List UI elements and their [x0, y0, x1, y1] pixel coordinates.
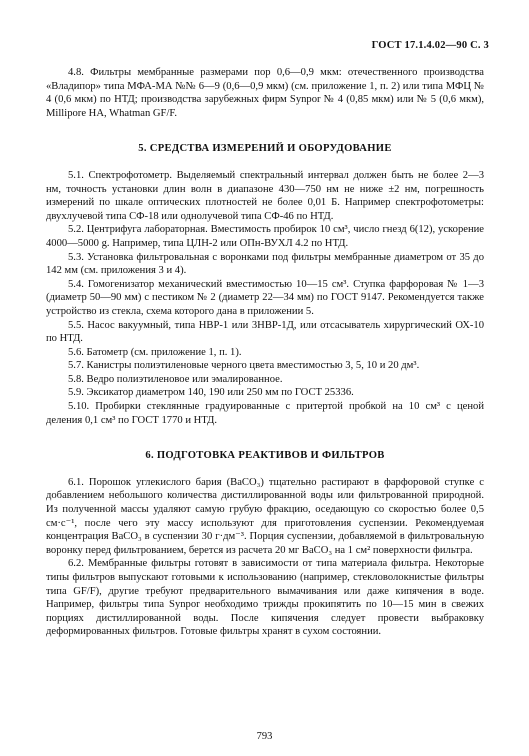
paragraph-5-7: 5.7. Канистры полиэтиленовые черного цвета вместимостью 3, 5, 10 и 20 дм³.	[68, 360, 420, 372]
paragraph-5-3: 5.3. Установка фильтровальная с воронками под фильтры мембранные диаметром от 35 до 142 мм (см. приложения 3 и 4).	[46, 251, 484, 277]
section-5-title: 5. СРЕДСТВА ИЗМЕРЕНИЙ И ОБОРУДОВАНИЕ	[138, 143, 392, 155]
page-header: ГОСТ 17.1.4.02—90 С. 3	[371, 40, 489, 51]
paragraph-5-1: 5.1. Спектрофотометр. Выделяемый спектральный интервал должен быть не более 2—3 нм, точность установки длин волн в диапазоне 430—750 нм не ниже ±2 нм, погрешность измерений по шкале оптических плотностей не более 0,01 Б. Например спектрофотометры: двухлучевой типа СФ-18 или однолучевой типа СФ-46 по НТД.	[46, 169, 484, 222]
paragraph-5-8: 5.8. Ведро полиэтиленовое или эмалированное.	[68, 373, 283, 385]
paragraph-5-2: 5.2. Центрифуга лабораторная. Вместимость пробирок 10 см³, число гнезд 6(12), ускорение 4000—5000 g. Например, типа ЦЛН-2 или ОПн-ВУХЛ 4.2 по НТД.	[46, 224, 484, 249]
paragraph-5-4: 5.4. Гомогенизатор механический вместимостью 10—15 см³. Ступка фарфоровая № 1—3 (диаметр 50—90 мм) с пестиком № 2 (диаметр 22—34 мм) по ГОСТ 9147. Рекомендуется также устройство из стекла, схема которого дана в приложении 5.	[46, 278, 484, 317]
paragraph-4-8: 4.8. Фильтры мембранные размерами пор 0,6—0,9 мкм: отечественного производства «Владипор» типа МФА-МА №№ 6—9 (0,6—0,9 мкм) (см. приложение 1, п. 2) или типа МФЦ № 4 (0,6 мкм) по НТД; производства зарубежных фирм Synpor № 4 (0,85 мкм) или № 5 (0,6 мкм), Millipore HA, Whatman GF/F.	[46, 67, 484, 119]
paragraph-6-2: 6.2. Мембранные фильтры готовят в зависимости от типа материала фильтра. Некоторые типы фильтров выпускают готовыми к использованию (например, стекловолокнистые фильтры типа GF/F), другие требуют предварительного вымачивания или даже кипячения в воде. Например, фильтры типа Synpor необходимо трижды прокипятить по 10—15 мин в свежих порциях дистиллированной воды. После кипячения следует провести выбраковку деформированных фильтров. Готовые фильтры хранят в сухом состоянии.	[46, 558, 484, 638]
paragraph-5-6: 5.6. Батометр (см. приложение 1, п. 1).	[68, 346, 242, 358]
paragraph-5-10: 5.10. Пробирки стеклянные градуированные с притертой пробкой на 10 см³ с ценой деления 0,1 см³ по ГОСТ 1770 и НТД.	[46, 401, 484, 426]
section-6-title: 6. ПОДГОТОВКА РЕАКТИВОВ И ФИЛЬТРОВ	[145, 450, 385, 462]
paragraph-5-9: 5.9. Эксикатор диаметром 140, 190 или 250 мм по ГОСТ 25336.	[68, 387, 354, 399]
paragraph-5-5: 5.5. Насос вакуумный, типа НВР-1 или 3НВР-1Д, или отсасыватель хирургический ОХ-10 по НТД.	[46, 319, 484, 345]
document-body	[46, 66, 484, 639]
paragraph-6-1: 6.1. Порошок углекислого бария (BaCO₃) тщательно растирают в фарфоровой ступке с добавлением небольшого количества дистиллированной воды или фильтрованной природной. Из полученной массы удаляют самую грубую фракцию, оседающую со скоростью более 0,5 см·с⁻¹, после чего эту массу используют для приготовления суспензии. Рекомендуемая концентрация BaCO₃ в суспензии 30 г·дм⁻³. Порция суспензии, добавляемой в фильтровальную воронку перед фильтрованием, берется из расчета 20 мг BaCO₃ на 1 см² поверхности фильтра.	[46, 476, 484, 556]
page-number: 793	[256, 731, 273, 742]
